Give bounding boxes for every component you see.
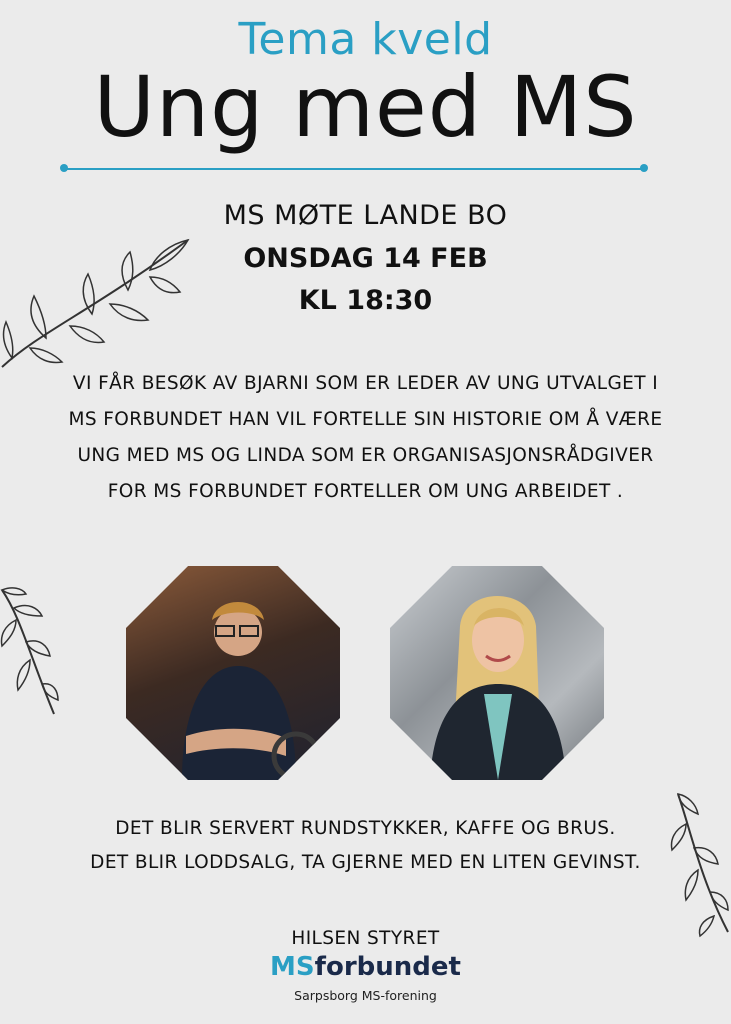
leaf-branch-icon [0,232,195,372]
description-line: VI FÅR BESØK AV BJARNI SOM ER LEDER AV UNG UTVALGET I [72,373,659,394]
event-time: KL 18:30 [298,285,433,316]
divider-dot-left [60,164,68,172]
refreshments-note: DET BLIR SERVERT RUNDSTYKKER, KAFFE OG BRUS. [115,818,616,839]
event-description [30,366,701,510]
logo-ms: MS [270,952,315,982]
description-line: UNG MED MS OG LINDA SOM ER ORGANISASJONSRÅDGIVER [77,445,654,466]
speaker-photo-linda [390,566,604,780]
event-kicker: Tema kveld [238,14,493,65]
organization-name: Sarpsborg MS-forening [294,988,437,1003]
divider-dot-right [640,164,648,172]
description-line: FOR MS FORBUNDET FORTELLER OM UNG ARBEIDET . [107,481,624,502]
raffle-note: DET BLIR LODDSALG, TA GJERNE MED EN LITEN GEVINST. [90,852,641,873]
leaf-sprig-icon [0,586,60,718]
page-title: Ung med MS [93,58,638,156]
event-date: ONSDAG 14 FEB [243,243,488,274]
event-venue: MS MØTE LANDE BO [223,200,508,231]
logo-forbundet: forbundet [314,952,461,982]
signature-greeting: HILSEN STYRET [291,928,440,949]
divider-line [64,168,644,170]
ms-forbundet-logo [0,952,731,982]
speaker-photo-bjarni [126,566,340,780]
description-line: MS FORBUNDET HAN VIL FORTELLE SIN HISTORIE OM Å VÆRE [68,409,663,430]
